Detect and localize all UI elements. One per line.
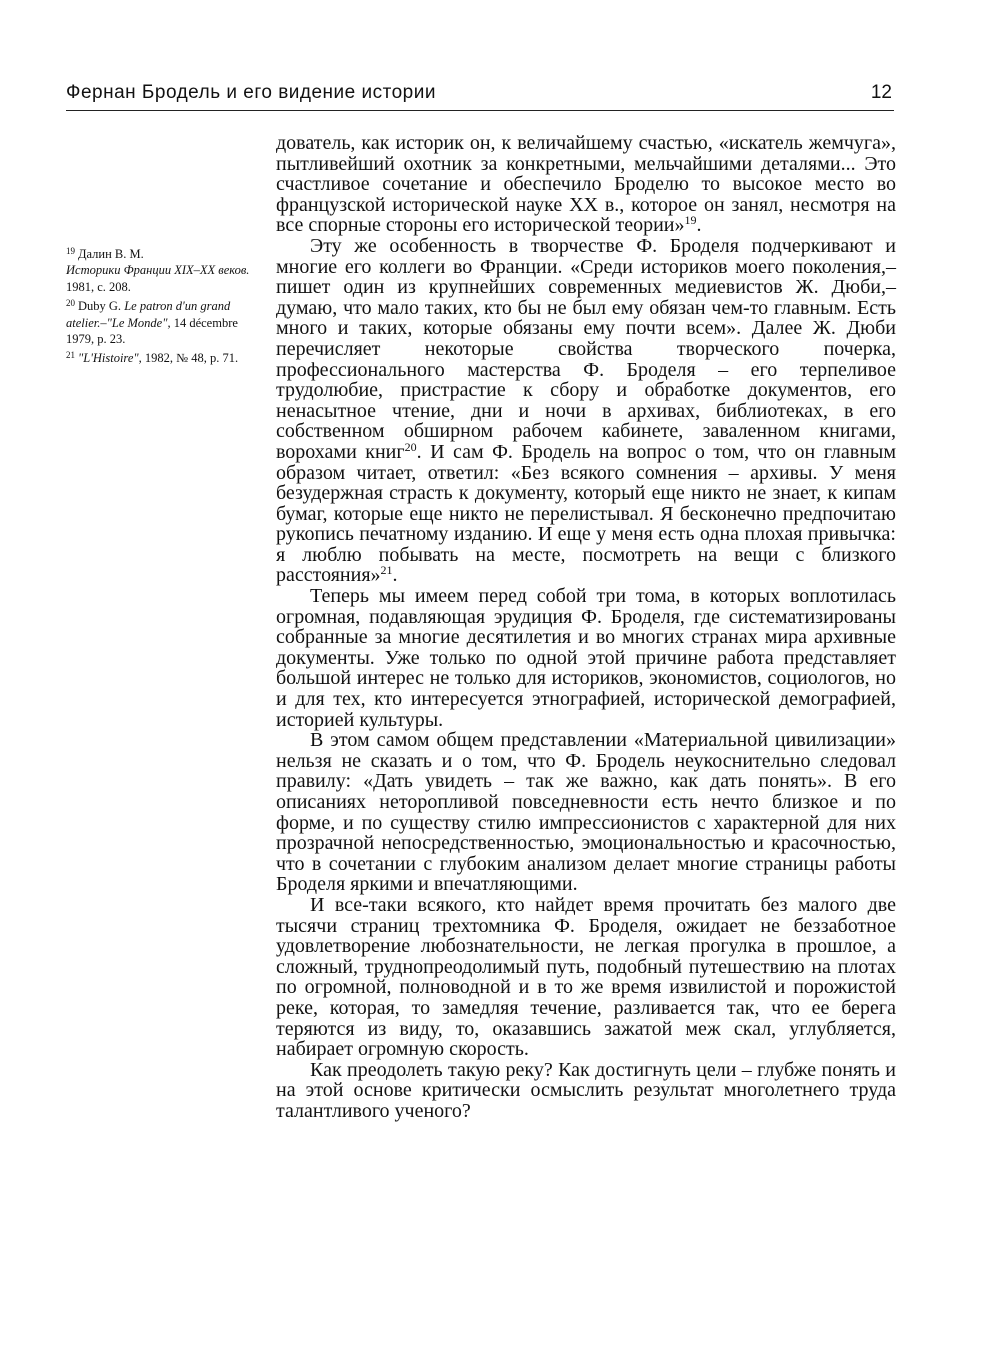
- sidenotes: [66, 243, 266, 367]
- running-title: Фернан Бродель и его видение истории: [66, 82, 436, 103]
- paragraph-text-continued: . И сам Ф. Бродель на вопрос о том, что он главным образом читает, ответил: «Без всякого сомнения – архивы. У меня безудержная страсть к документу, который еще никто не знает, к кипам бумаг, которые еще никто не перелистывал. Я бесконечно предпочитаю рукопись печатному изданию. И еще у меня есть одна плохая привычка: я люблю побывать на месте, посмотреть на вещи с близкого расстояния»: [276, 440, 897, 587]
- footnote-title: Le patron d'un grand atelier.–"Le Monde",: [66, 299, 231, 330]
- footnote-details: 1981, с. 208.: [66, 279, 131, 294]
- footnote-title: Историки Франции XIX–XX веков.: [66, 263, 250, 278]
- paragraph-2: [276, 236, 896, 586]
- footnote-number: 20: [66, 298, 75, 309]
- paragraph-text: дователь, как историк он, к величайшему счастью, «искатель жемчуга», пытливейший охотник за конкретными, мельчайшими деталями... Это счастливое сочетание и обеспечило Броделю то высокое место во французской исторической науке XX в., которое он занял, несмотря на все спорные стороны его исторической теории»: [276, 132, 896, 237]
- paragraph-text: Эту же особенность в творчестве Ф. Броделя подчеркивают и многие его коллеги во Франции. «Среди историков моего поколения,– пишет один из крупнейших современных медиевистов Ж. Дюби,– думаю, что мало таких, кто бы не был ему обязан чем-то главным. Есть много и таких, которые обязаны ему почти всем». Далее Ж. Дюби перечисляет некоторые свойства творческого почерка, профессионального мастерства Ф. Броделя – его терпеливое трудолюбие, пристрастие к сбору и обработке документов, его ненасытное чтение, дни и ночи в архивах, библиотеках, в его собственном обширном рабочем кабинете, заваленном книгами, ворохами книг: [276, 234, 896, 463]
- footnote-19: [66, 243, 266, 295]
- footnote-ref-21: 21: [380, 563, 393, 578]
- footnote-title: "L'Histoire",: [78, 351, 142, 366]
- paragraph-6: Как преодолеть такую реку? Как достигнуть цели – глубже понять и на этой основе критически осмыслить результат многолетнего труда талантливого ученого?: [276, 1058, 896, 1122]
- footnote-details: 1982, № 48, p. 71.: [141, 351, 239, 366]
- footnote-ref-19: 19: [684, 213, 697, 228]
- footnote-20: [66, 295, 266, 347]
- footnote-author: Duby G.: [78, 299, 122, 314]
- paragraph-5: И все-таки всякого, кто найдет время прочитать без малого две тысячи страниц трехтомника Ф. Броделя, ожидает не беззаботное удовлетворение любознательности, не легкая прогулка в прошлое, а сложный, труднопреодолимый путь, подобный путешествию на плотах по огромной, полноводной и в то же время извилистой и порожистой реке, которая, то замедляя течение, разливается так, что ее берега теряются из виду, то, оказавшись зажатой меж скал, углубляется, набирает огромную скорость.: [276, 893, 896, 1061]
- footnote-author: Далин В. М.: [78, 247, 144, 261]
- running-head: [66, 80, 894, 111]
- footnote-ref-20: 20: [404, 439, 417, 454]
- paragraph-4: В этом самом общем представлении «Материальной цивилизации» нельзя не сказать и о том, что Ф. Бродель неукоснительно следовал правилу: «Дать увидеть – так же важно, как дать понять». В его описаниях неторопливой повседневности есть нечто близкое и по форме, и по существу стилю импрессионистов с характерной для них прозрачной непосредственностью, эмоциональностью и красочностью, что в сочетании с глубоким анализом делает многие страницы работы Броделя яркими и впечатляющими.: [276, 729, 896, 896]
- paragraph-end: .: [696, 214, 702, 237]
- footnote-number: 19: [66, 246, 75, 256]
- paragraph-end: .: [392, 564, 398, 587]
- main-text: [276, 133, 896, 1122]
- footnote-21: [66, 347, 266, 366]
- footnote-details: 14 décembre 1979, p. 23.: [66, 315, 238, 347]
- paragraph-3: Теперь мы имеем перед собой три тома, в которых воплотилась огромная, подавляющая эрудиция Ф. Броделя, где систематизированы собранные за многие десятилетия и во многих странах мира архивные документы. Уже только по одной этой причине работа представляет большой интерес не только для историков, экономистов, социологов, но и для тех, кто интересуется этнографией, исторической демографией, историей культуры.: [276, 585, 896, 731]
- footnote-number: 21: [66, 350, 75, 361]
- page-number: 12: [870, 82, 892, 103]
- paragraph-1: [276, 133, 896, 236]
